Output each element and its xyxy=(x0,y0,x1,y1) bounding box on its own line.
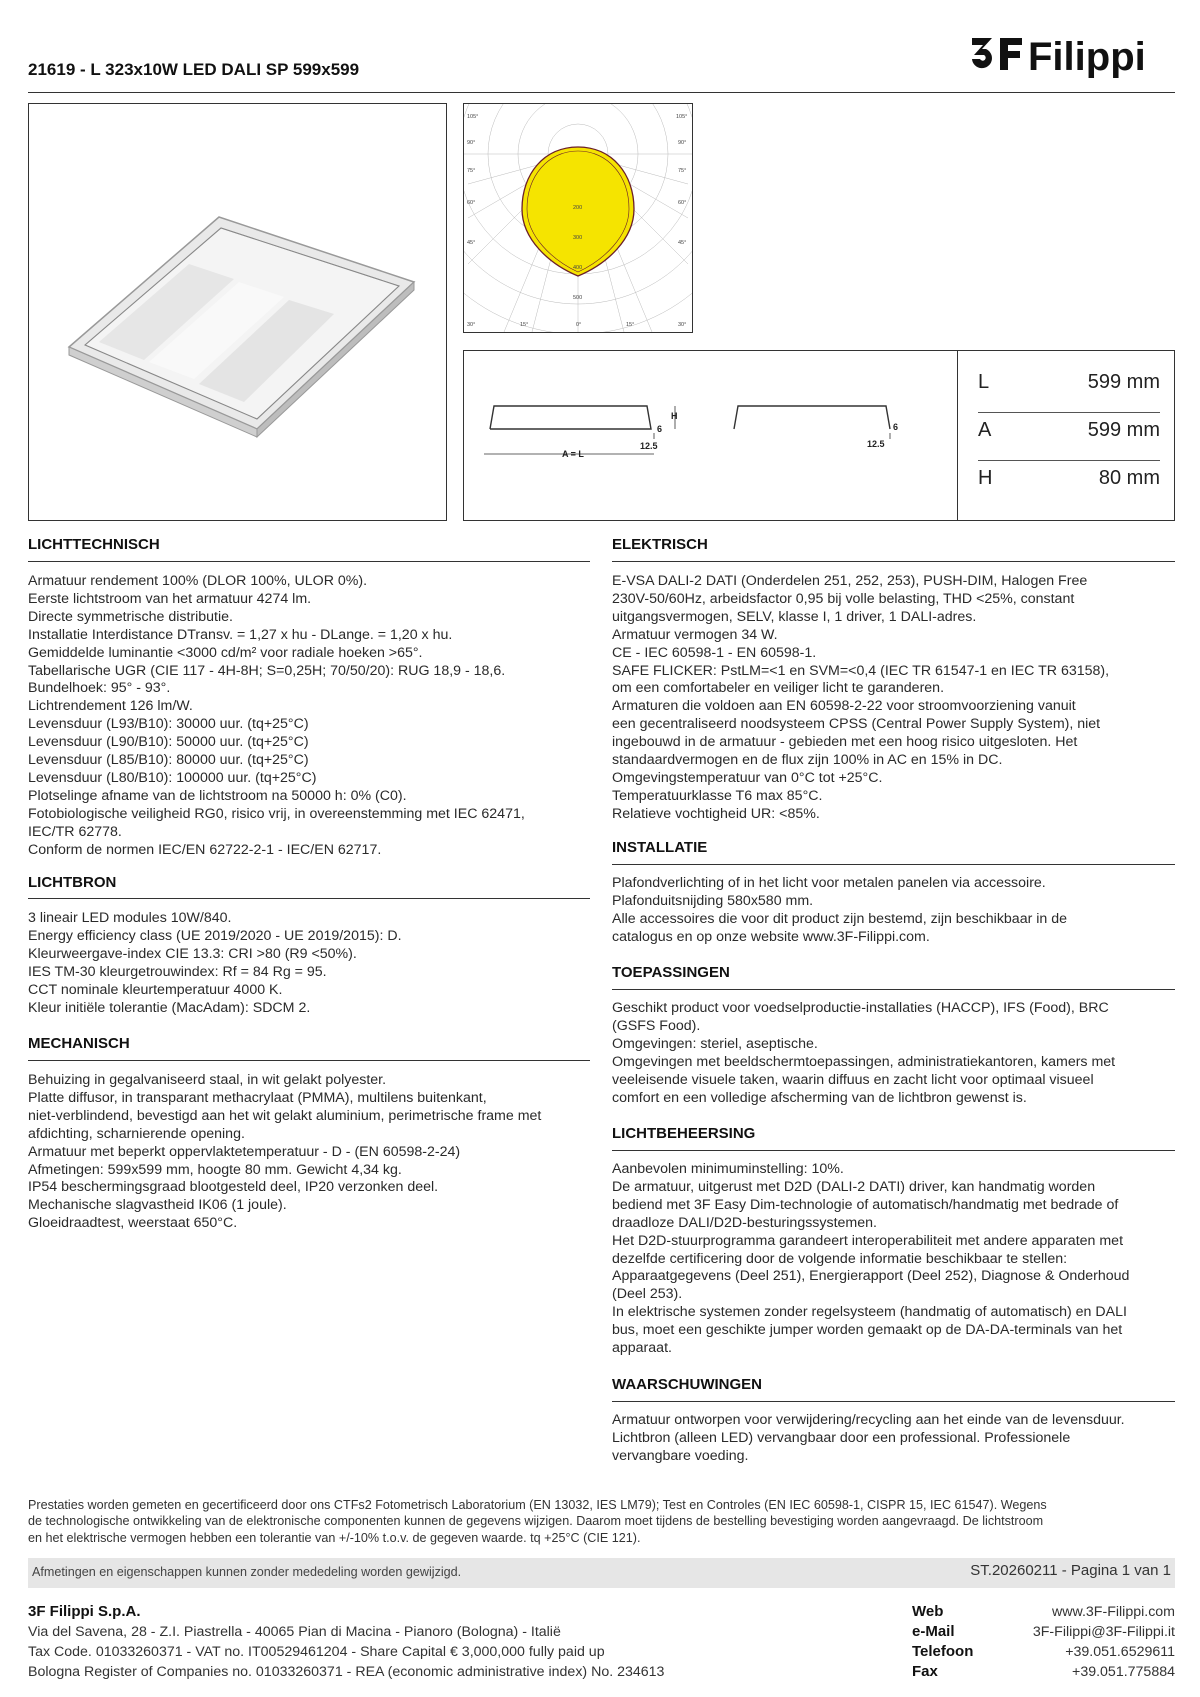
text-line: IES TM-30 kleurgetrouwindex: Rf = 84 Rg = 95. xyxy=(28,963,327,980)
dimensions-table xyxy=(957,350,1175,521)
text-line: Apparaatgegevens (Deel 251), Energierapport (Deel 252), Diagnose & Onderhoud xyxy=(612,1268,1130,1285)
company-address: Via del Savena, 28 - Z.I. Piastrella - 40065 Pian di Macina - Pianoro (Bologna) - Italië xyxy=(28,1624,561,1640)
section-divider xyxy=(612,1401,1175,1402)
text-line: Afmetingen: 599x599 mm, hoogte 80 mm. Gewicht 4,34 kg. xyxy=(28,1161,402,1178)
text-line: Het D2D-stuurprogramma garandeert interoperabiliteit met andere apparaten met xyxy=(612,1232,1124,1249)
company-register-info: Bologna Register of Companies no. 01033260371 - REA (economic administrative index) No. 234613 xyxy=(28,1664,665,1680)
section-body-lichtbeheersing xyxy=(612,1161,1129,1358)
section-body-waarschuwingen xyxy=(612,1412,1125,1466)
text-line: Bundelhoek: 95° - 93°. xyxy=(28,680,171,697)
text-line: Levensduur (L85/B10): 80000 uur. (tq+25°C) xyxy=(28,752,309,769)
text-line: Levensduur (L90/B10): 50000 uur. (tq+25°C) xyxy=(28,734,309,751)
text-line: Platte diffusor, in transparant methacrylaat (PMMA), multilens buitenkant, xyxy=(28,1089,487,1106)
section-heading-installatie: INSTALLATIE xyxy=(612,839,708,856)
text-line: Relatieve vochtigheid UR: <85%. xyxy=(612,805,820,822)
polar-label: 90° xyxy=(678,140,687,146)
text-line: (GSFS Food). xyxy=(612,1017,701,1034)
contact-label-phone: Telefoon xyxy=(912,1643,974,1660)
text-line: Tabellarische UGR (CIE 117 - 4H-8H; S=0,25H; 70/50/20): RUG 18,9 - 18,6. xyxy=(28,662,506,679)
text-line: Plafondverlichting of in het licht voor metalen panelen via accessoire. xyxy=(612,875,1046,891)
contact-label-web: Web xyxy=(912,1603,944,1620)
text-line: Armaturen die voldoen aan EN 60598-2-22 voor stroomvoorziening vanuit xyxy=(612,698,1076,715)
drawing-label-12-5: 12.5 xyxy=(640,441,658,451)
section-body-lichttechnisch xyxy=(28,573,525,860)
dimension-key: A xyxy=(978,419,992,441)
text-line: SAFE FLICKER: PstLM=<1 en SVM=<0,4 (IEC TR 61547-1 en IEC TR 63158), xyxy=(612,662,1110,679)
polar-label: 90° xyxy=(467,140,476,146)
text-line: Gloeidraadtest, weerstaat 650°C. xyxy=(28,1215,238,1232)
polar-label: 0° xyxy=(576,322,582,328)
text-line: Lichtrendement 126 lm/W. xyxy=(28,698,193,715)
header-divider xyxy=(28,92,1175,93)
text-line: Omgevingstemperatuur van 0°C tot +25°C. xyxy=(612,769,883,786)
text-line: Directe symmetrische distributie. xyxy=(28,608,233,625)
contact-label-email: e-Mail xyxy=(912,1623,955,1640)
text-line: Eerste lichtstroom van het armatuur 4274 lm. xyxy=(28,590,312,607)
section-body-toepassingen xyxy=(612,1000,1115,1107)
section-divider xyxy=(28,561,590,562)
dimension-value: 599 mm xyxy=(1087,371,1160,393)
text-line: Armatuur ontworpen voor verwijdering/recycling aan het einde van de levensduur. xyxy=(612,1412,1125,1428)
text-line: Mechanische slagvastheid IK06 (1 joule). xyxy=(28,1197,287,1214)
dimension-row-h xyxy=(978,453,1160,499)
text-line: om een comfortabeler en veiliger licht te garanderen. xyxy=(612,680,945,697)
section-divider xyxy=(612,561,1175,562)
section-divider xyxy=(28,1060,590,1061)
section-heading-elektrisch: ELEKTRISCH xyxy=(612,536,708,553)
dimension-row-a xyxy=(978,405,1160,451)
contact-phone: +39.051.6529611 xyxy=(1065,1644,1175,1660)
text-line: uitgangsvermogen, SELV, klasse I, 1 driver, 1 DALI-adres. xyxy=(612,608,977,625)
text-line: IP54 beschermingsgraad blootgesteld deel, IP20 verzonken deel. xyxy=(28,1179,439,1196)
product-image xyxy=(28,103,447,521)
text-line: ingebouwd in de armatuur - gebieden met een hoog risico uitgesloten. Het xyxy=(612,734,1078,751)
text-line: Temperatuurklasse T6 max 85°C. xyxy=(612,787,823,804)
text-line: Fotobiologische veiligheid RG0, risico vrij, in overeenstemming met IEC 62471, xyxy=(28,805,525,822)
section-divider xyxy=(612,1150,1175,1151)
section-divider xyxy=(612,864,1175,865)
text-line: de technologische ontwikkeling van de elektronische componenten kunnen de gegevens wijzigen. Daarom moet tijdens de bestelling bevestiging worden aangevraagd. De lichtstroom xyxy=(28,1514,1044,1529)
text-line: afdichting, scharnierende opening. xyxy=(28,1125,245,1142)
brand-wordmark: Filippi xyxy=(1028,35,1146,78)
polar-radial-label: 300 xyxy=(573,235,583,241)
text-line: Energy efficiency class (UE 2019/2020 - UE 2019/2015): D. xyxy=(28,927,402,944)
text-line: niet-verblindend, bevestigd aan het wit gelakt aluminium, perimetrische frame met xyxy=(28,1107,542,1124)
text-line: catalogus en op onze website www.3F-Filippi.com. xyxy=(612,928,930,945)
text-line: Geschikt product voor voedselproductie-installaties (HACCP), IFS (Food), BRC xyxy=(612,1000,1109,1016)
dimension-drawing xyxy=(463,350,958,521)
text-line: bediend met 3F Easy Dim-technologie of automatisch/handmatig met bedrade of xyxy=(612,1196,1119,1213)
polar-label: 75° xyxy=(678,168,687,174)
text-line: Prestaties worden gemeten en gecertificeerd door ons CTFs2 Fotometrisch Laboratorium (EN 13032, IES LM79); Test en Controles (EN IEC 60598-1, CISPR 15, IEC 61547). Wegens xyxy=(28,1498,1047,1512)
text-line: Behuizing in gegalvaniseerd staal, in wit gelakt polyester. xyxy=(28,1072,387,1088)
text-line: CCT nominale kleurtemperatuur 4000 K. xyxy=(28,981,283,998)
text-line: bus, moet een geschikte jumper worden gemaakt op de DA-DA-terminals van het xyxy=(612,1322,1123,1339)
drawing-label-h: H xyxy=(671,411,678,421)
text-line: 230V-50/60Hz, arbeidsfactor 0,95 bij volle belasting, THD <25%, constant xyxy=(612,590,1075,607)
dimension-row-l xyxy=(978,357,1160,403)
footer-bar-notice: Afmetingen en eigenschappen kunnen zonder mededeling worden gewijzigd. xyxy=(32,1565,462,1579)
text-line: Lichtbron (alleen LED) vervangbaar door een professional. Professionele xyxy=(612,1429,1071,1446)
drawing-label-a-l: A = L xyxy=(562,449,584,459)
text-line: Installatie Interdistance DTransv. = 1,27 x hu - DLange. = 1,20 x hu. xyxy=(28,626,453,643)
text-line: en het elektrische vermogen hebben een tolerantie van +/-10% t.o.v. de gegeven waarde. tq +25°C (CIE 121). xyxy=(28,1530,641,1545)
section-body-installatie xyxy=(612,875,1067,947)
contact-email-link[interactable]: 3F-Filippi@3F-Filippi.it xyxy=(1032,1624,1175,1640)
polar-label: 15° xyxy=(626,322,635,328)
drawing-label-6: 6 xyxy=(893,422,899,432)
text-line: E-VSA DALI-2 DATI (Onderdelen 251, 252, 253), PUSH-DIM, Halogen Free xyxy=(612,573,1088,589)
text-line: (Deel 253). xyxy=(612,1286,683,1303)
text-line: apparaat. xyxy=(612,1340,672,1357)
section-divider xyxy=(28,898,590,899)
text-line: een gecentraliseerd noodsysteem CPSS (Central Power Supply System), niet xyxy=(612,716,1101,733)
text-line: standaardvermogen en de flux zijn 100% in AC en 15% in DC. xyxy=(612,752,1003,769)
company-tax-info: Tax Code. 01033260371 - VAT no. IT00529461204 - Share Capital € 3,000,000 fully paid up xyxy=(28,1644,605,1660)
text-line: Levensduur (L80/B10): 100000 uur. (tq+25°C) xyxy=(28,769,317,786)
text-line: vervangbare voeding. xyxy=(612,1447,749,1464)
text-line: Gemiddelde luminantie <3000 cd/m² voor radiale hoeken >65°. xyxy=(28,644,423,661)
text-line: Armatuur rendement 100% (DLOR 100%, ULOR 0%). xyxy=(28,573,368,589)
polar-label: 105° xyxy=(676,114,688,120)
text-line: In elektrische systemen zonder regelsysteem (handmatig of automatisch) en DALI xyxy=(612,1304,1127,1321)
section-heading-lichtbron: LICHTBRON xyxy=(28,874,117,891)
text-line: Conform de normen IEC/EN 62722-2-1 - IEC/EN 62717. xyxy=(28,841,382,858)
text-line: IEC/TR 62778. xyxy=(28,823,122,840)
text-line: Plotselinge afname van de lichtstroom na 50000 h: 0% (C0). xyxy=(28,787,407,804)
footer-disclaimer xyxy=(28,1497,1175,1546)
dimension-key: H xyxy=(978,467,993,489)
text-line: Armatuur met beperkt oppervlaktetemperatuur - D - (EN 60598-2-24) xyxy=(28,1143,461,1160)
text-line: veeleisende visuele taken, waarin diffuus en zacht licht voor optimaal visueel xyxy=(612,1071,1094,1088)
section-heading-toepassingen: TOEPASSINGEN xyxy=(612,964,730,981)
section-heading-waarschuwingen: WAARSCHUWINGEN xyxy=(612,1376,762,1393)
polar-label: 15° xyxy=(520,322,529,328)
text-line: Omgevingen met beeldschermtoepassingen, administratiekantoren, kamers met xyxy=(612,1053,1116,1070)
footer-page-info: ST.20260211 - Pagina 1 van 1 xyxy=(970,1562,1171,1579)
brand-logo xyxy=(970,24,1175,78)
text-line: Levensduur (L93/B10): 30000 uur. (tq+25°C) xyxy=(28,716,309,733)
contact-fax: +39.051.775884 xyxy=(1072,1664,1175,1680)
text-line: dezelfde certificering door de volgende informatie beschikbaar te stellen: xyxy=(612,1250,1068,1267)
company-name: 3F Filippi S.p.A. xyxy=(28,1603,141,1620)
dimension-key: L xyxy=(978,371,990,393)
text-line: Plafonduitsnijding 580x580 mm. xyxy=(612,892,814,909)
section-divider xyxy=(612,989,1175,990)
text-line: Kleurweergave-index CIE 13.3: CRI >80 (R9 <50%). xyxy=(28,945,357,962)
section-heading-lichtbeheersing: LICHTBEHEERSING xyxy=(612,1125,756,1142)
polar-radial-label: 500 xyxy=(573,295,583,301)
polar-label: 105° xyxy=(467,114,479,120)
dimension-value: 599 mm xyxy=(1087,419,1160,441)
text-line: Armatuur vermogen 34 W. xyxy=(612,626,778,643)
text-line: Omgevingen: steriel, aseptische. xyxy=(612,1035,818,1052)
text-line: comfort en een volledige afscherming van de lichtbron gewenst is. xyxy=(612,1089,1027,1106)
text-line: 3 lineair LED modules 10W/840. xyxy=(28,910,232,926)
section-body-lichtbron xyxy=(28,910,402,1017)
section-heading-lichttechnisch: LICHTTECHNISCH xyxy=(28,536,160,553)
dimension-value: 80 mm xyxy=(1098,467,1160,489)
drawing-label-6: 6 xyxy=(657,424,663,434)
text-line: Kleur initiële tolerantie (MacAdam): SDCM 2. xyxy=(28,999,311,1016)
text-line: De armatuur, uitgerust met D2D (DALI-2 DATI) driver, kan handmatig worden xyxy=(612,1178,1096,1195)
section-body-elektrisch xyxy=(612,573,1109,824)
polar-label: 45° xyxy=(467,240,476,246)
polar-radial-label: 400 xyxy=(573,265,583,271)
section-body-mechanisch xyxy=(28,1072,541,1233)
polar-label: 30° xyxy=(678,322,687,328)
contact-web-link[interactable]: www.3F-Filippi.com xyxy=(1052,1604,1175,1620)
photometric-polar-diagram xyxy=(463,103,693,333)
contact-label-fax: Fax xyxy=(912,1663,938,1680)
polar-label: 45° xyxy=(678,240,687,246)
text-line: Aanbevolen minimuminstelling: 10%. xyxy=(612,1161,844,1177)
polar-label: 60° xyxy=(678,200,687,206)
polar-label: 60° xyxy=(467,200,476,206)
text-line: CE - IEC 60598-1 - EN 60598-1. xyxy=(612,644,817,661)
product-title: 21619 - L 323x10W LED DALI SP 599x599 xyxy=(28,60,360,79)
text-line: Alle accessoires die voor dit product zijn bestemd, zijn beschikbaar in de xyxy=(612,910,1068,927)
polar-label: 30° xyxy=(467,322,476,328)
polar-label: 75° xyxy=(467,168,476,174)
text-line: draadloze DALI/D2D-besturingssystemen. xyxy=(612,1214,877,1231)
section-heading-mechanisch: MECHANISCH xyxy=(28,1035,130,1052)
drawing-label-12-5: 12.5 xyxy=(867,439,885,449)
polar-radial-label: 200 xyxy=(573,205,583,211)
